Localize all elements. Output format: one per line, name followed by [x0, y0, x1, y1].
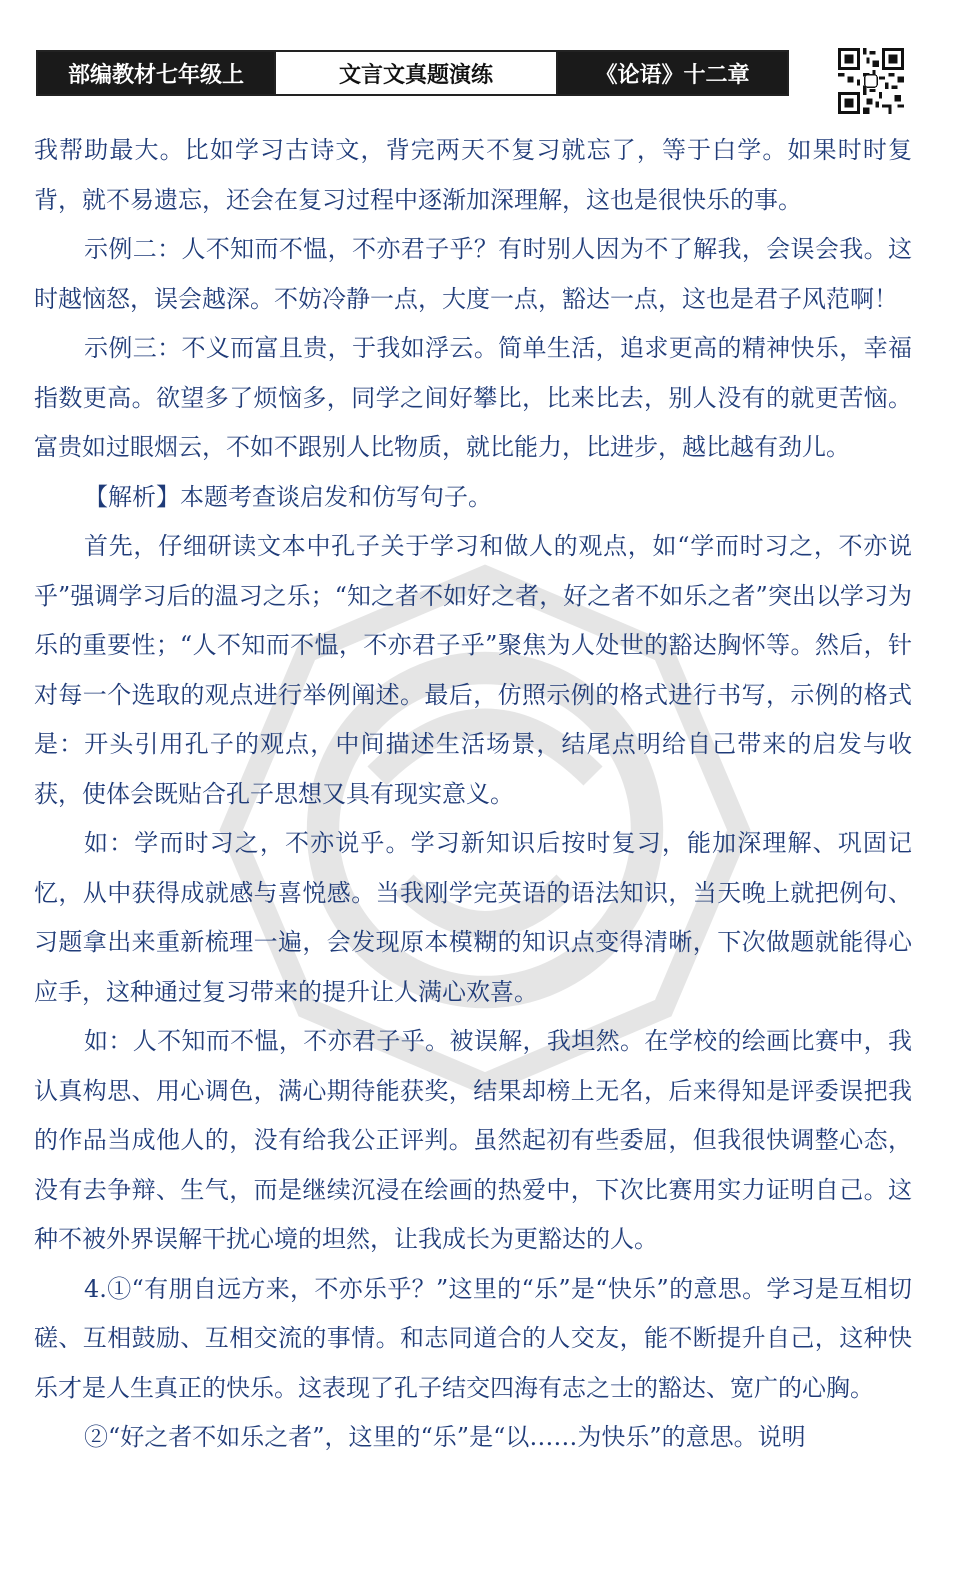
- paragraph: ②“好之者不如乐之者”，这里的“乐”是“以……为快乐”的意思。说明: [84, 1423, 806, 1451]
- header-section: 文言文真题演练: [274, 52, 558, 94]
- analysis-heading: 【解析】本题考查谈启发和仿写句子。: [84, 482, 492, 511]
- qr-code-icon: [838, 48, 904, 114]
- paragraph: 示例三：不义而富且贵，于我如浮云。简单生活，追求更高的精神快乐，幸福指数更高。欲望多了烦恼多，同学之间好攀比，比来比去，别人没有的就更苦恼。富贵如过眼烟云，不如不跟别人比物质，就比能力，比进步，越比越有劲儿。: [34, 334, 912, 461]
- header-grade: 部编教材七年级上: [38, 52, 274, 94]
- header-chapter: 《论语》十二章: [558, 52, 787, 94]
- paragraph: 我帮助最大。比如学习古诗文，背完两天不复习就忘了，等于白学。如果时时复背，就不易遗忘，还会在复习过程中逐渐加深理解，这也是很快乐的事。: [34, 136, 912, 214]
- paragraph: 首先，仔细研读文本中孔子关于学习和做人的观点，如“学而时习之，不亦说乎”强调学习后的温习之乐；“知之者不如好之者，好之者不如乐之者”突出以学习为乐的重要性；“人不知而不愠，不亦君子乎”聚焦为人处世的豁达胸怀等。然后，针对每一个选取的观点进行举例阐述。最后，仿照示例的格式进行书写，示例的格式是：开头引用孔子的观点，中间描述生活场景，结尾点明给自己带来的启发与收获，使体会既贴合孔子思想又具有现实意义。: [34, 532, 912, 808]
- paragraph: 如：人不知而不愠，不亦君子乎。被误解，我坦然。在学校的绘画比赛中，我认真构思、用心调色，满心期待能获奖，结果却榜上无名，后来得知是评委误把我的作品当成他人的，没有给我公正评判。虽然起初有些委屈，但我很快调整心态，没有去争辩、生气，而是继续沉浸在绘画的热爱中，下次比赛用实力证明自己。这种不被外界误解干扰心境的坦然，让我成长为更豁达的人。: [34, 1027, 912, 1253]
- header-bar: [36, 50, 789, 96]
- paragraph: 示例二：人不知而不愠，不亦君子乎？有时别人因为不了解我，会误会我。这时越恼怒，误会越深。不妨冷静一点，大度一点，豁达一点，这也是君子风范啊！: [34, 235, 912, 313]
- answer-text: [34, 126, 912, 1463]
- paragraph: 4.①“有朋自远方来，不亦乐乎？”这里的“乐”是“快乐”的意思。学习是互相切磋、互相鼓励、互相交流的事情。和志同道合的人交友，能不断提升自己，这种快乐才是人生真正的快乐。这表现了孔子结交四海有志之士的豁达、宽广的心胸。: [34, 1274, 912, 1402]
- paragraph: 如：学而时习之，不亦说乎。学习新知识后按时复习，能加深理解、巩固记忆，从中获得成就感与喜悦感。当我刚学完英语的语法知识，当天晚上就把例句、习题拿出来重新梳理一遍，会发现原本模糊的知识点变得清晰，下次做题就能得心应手，这种通过复习带来的提升让人满心欢喜。: [34, 829, 912, 1006]
